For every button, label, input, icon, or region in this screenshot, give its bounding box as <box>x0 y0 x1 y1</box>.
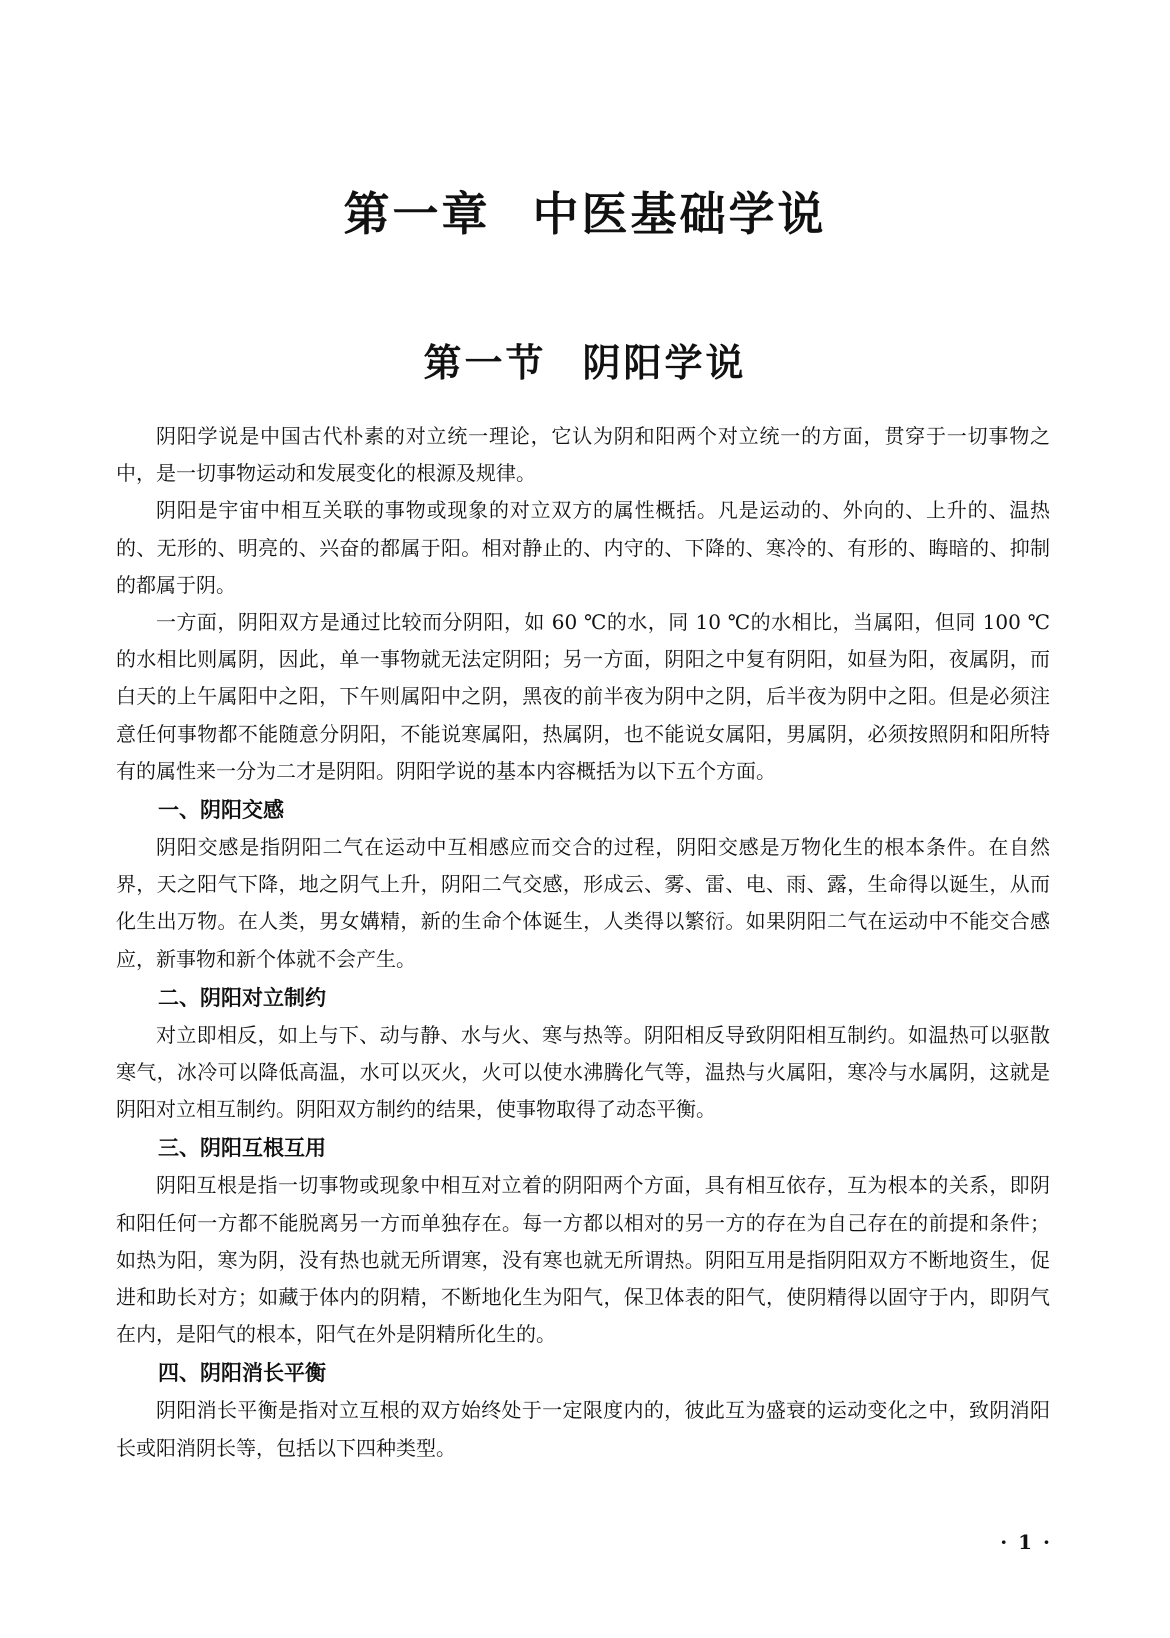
section-title <box>0 332 1170 387</box>
intro-paragraph: 阴阳学说是中国古代朴素的对立统一理论，它认为阴和阳两个对立统一的方面，贯穿于一切事物之中，是一切事物运动和发展变化的根源及规律。 <box>116 424 1050 486</box>
subsection-paragraph: 对立即相反，如上与下、动与静、水与火、寒与热等。阴阳相反导致阴阳相互制约。如温热可以驱散寒气，冰冷可以降低高温，水可以灭火，火可以使水沸腾化气等，温热与火属阳，寒冷与水属阴，这就是阴阳对立相互制约。阴阳双方制约的结果，使事物取得了动态平衡。 <box>116 1022 1050 1122</box>
subsection-heading: 四、阴阳消长平衡 <box>158 1360 326 1386</box>
subsection-heading: 二、阴阳对立制约 <box>158 984 326 1010</box>
intro-paragraph: 阴阳是宇宙中相互关联的事物或现象的对立双方的属性概括。凡是运动的、外向的、上升的、温热的、无形的、明亮的、兴奋的都属于阳。相对静止的、内守的、下降的、寒冷的、有形的、晦暗的、抑制的都属于阴。 <box>116 498 1050 597</box>
section-label: 第一节 <box>423 340 547 385</box>
chapter-title <box>0 178 1170 244</box>
subsection-heading: 三、阴阳互根互用 <box>158 1135 326 1161</box>
page-number: · 1 · <box>1000 1530 1052 1554</box>
body-text <box>116 418 1050 1467</box>
chapter-name: 中医基础学说 <box>532 187 827 241</box>
subsection-paragraph: 阴阳互根是指一切事物或现象中相互对立着的阴阳两个方面，具有相互依存，互为根本的关系，即阴和阳任何一方都不能脱离另一方而单独存在。每一方都以相对的另一方的存在为自己存在的前提和条件；如热为阳，寒为阴，没有热也就无所谓寒，没有寒也就无所谓热。阴阳互用是指阴阳双方不断地资生，促进和助长对方；如藏于体内的阴精，不断地化生为阳气，保卫体表的阳气，使阴精得以固守于内，即阴气在内，是阳气的根本，阳气在外是阴精所化生的。 <box>116 1173 1050 1347</box>
subsection-paragraph: 阴阳交感是指阴阳二气在运动中互相感应而交合的过程，阴阳交感是万物化生的根本条件。在自然界，天之阳气下降，地之阴气上升，阴阳二气交感，形成云、雾、雷、电、雨、露，生命得以诞生，从而化生出万物。在人类，男女媾精，新的生命个体诞生，人类得以繁衍。如果阴阳二气在运动中不能交合感应，新事物和新个体就不会产生。 <box>116 835 1050 971</box>
section-name: 阴阳学说 <box>582 340 747 385</box>
subsection-paragraph: 阴阳消长平衡是指对立互根的双方始终处于一定限度内的，彼此互为盛衰的运动变化之中，致阴消阳长或阳消阴长等，包括以下四种类型。 <box>116 1398 1050 1460</box>
subsection-heading: 一、阴阳交感 <box>158 797 284 823</box>
chapter-label: 第一章 <box>343 187 491 241</box>
intro-paragraph: 一方面，阴阳双方是通过比较而分阴阳，如 60 ℃的水，同 10 ℃的水相比，当属阳，但同 100 ℃的水相比则属阴，因此，单一事物就无法定阴阳；另一方面，阴阳之中复有阴阳，如昼为阳，夜属阴，而白天的上午属阳中之阳，下午则属阳中之阴，黑夜的前半夜为阴中之阴，后半夜为阴中之阳。但是必须注意任何事物都不能随意分阴阳，不能说寒属阳，热属阴，也不能说女属阳，男属阴，必须按照阴和阳所特有的属性来一分为二才是阴阳。阴阳学说的基本内容概括为以下五个方面。 <box>116 610 1050 783</box>
